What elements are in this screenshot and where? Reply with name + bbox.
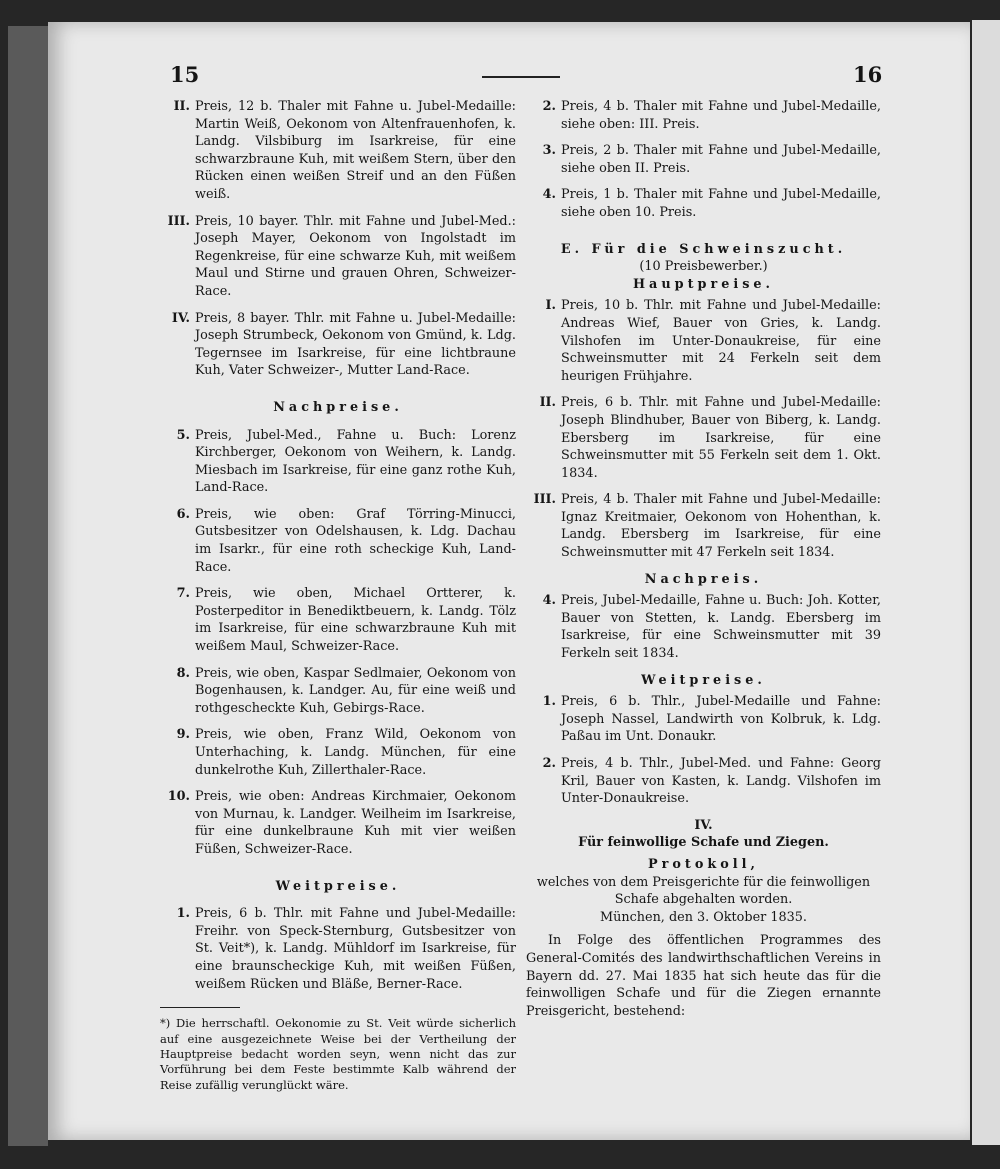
footnote-rule: [160, 1007, 240, 1008]
list-item: [526, 98, 881, 133]
entry-text: Preis, 4 b. Thaler mit Fahne und Jubel-Medaille, siehe oben: III. Preis.: [561, 99, 881, 132]
entry-number: 4.: [542, 187, 556, 203]
entry-text: Preis, 4 b. Thlr., Jubel-Med. und Fahne: Georg Kril, Bauer von Kasten, k. Landg. Vilshofen im Unter-Donaukreise.: [561, 756, 881, 807]
list-item: [160, 726, 516, 779]
list-item: [160, 310, 516, 380]
entry-number: III.: [533, 492, 556, 508]
entry-number: 2.: [542, 756, 556, 771]
entry-text: Preis, wie oben: Graf Törring-Minucci, Gutsbesitzer von Odelshausen, k. Ldg. Dachau im Isarkr., für eine roth scheckige Kuh, Land-Race.: [195, 506, 516, 575]
section-subheading: (10 Preisbewerber.): [639, 259, 768, 275]
entry-number: II.: [173, 99, 190, 114]
protokoll-heading: Protokoll,: [648, 856, 759, 872]
section-heading-nachpreise: Nachpreise.: [273, 399, 403, 415]
entry-number: II.: [539, 395, 556, 411]
list-item: [526, 186, 881, 221]
entry-text: Preis, 12 b. Thaler mit Fahne u. Jubel-Medaille: Martin Weiß, Oekonom von Altenfrauenhofen, k. Landg. Vilsbiburg im Isarkreise, für eine schwarzbraune Kuh, mit weißem Stern, über den Rücken einen weißen Streif und an den Füßen weiß.: [195, 99, 516, 202]
entry-number: IV.: [171, 310, 190, 326]
list-item: [526, 755, 881, 808]
entry-number: 6.: [176, 506, 190, 522]
section-heading-weitpreise: Weitpreise.: [641, 672, 766, 688]
entry-text: Preis, 10 bayer. Thlr. mit Fahne und Jubel-Med.: Joseph Mayer, Oekonom von Ingolstadt im Regenkreise, für eine schwarze Kuh, mit weißem Maul und Stirne und grauen Ohren, Schweizer-Race.: [195, 213, 516, 299]
entry-text: Preis, wie oben, Franz Wild, Oekonom von Unterhaching, k. Landg. München, für eine dunkelrothe Kuh, Zillerthaler-Race.: [195, 727, 516, 778]
entry-number: 4.: [542, 593, 556, 609]
entry-number: III.: [167, 213, 190, 229]
list-item: [526, 491, 881, 561]
entry-text: Preis, Jubel-Medaille, Fahne u. Buch: Joh. Kotter, Bauer von Stetten, k. Landg. Ebersberg im Isarkreise, für eine Schweinsmutter mit 39 Ferkeln seit 1834.: [561, 593, 881, 662]
entry-number: 1.: [176, 906, 190, 922]
entry-text: Preis, 6 b. Thlr., Jubel-Medaille und Fahne: Joseph Nassel, Landwirth von Kolbruk, k. Ldg. Paßau im Unt. Donaukr.: [561, 694, 881, 745]
entry-text: Preis, wie oben, Michael Ortterer, k. Posterpeditor in Benediktbeuern, k. Landg. Tölz im Isarkreise, für eine schwarzbraune Kuh mit weißem Maul, Schweizer-Race.: [195, 586, 516, 655]
dateline: München, den 3. Oktober 1835.: [600, 909, 807, 925]
entry-text: Preis, 4 b. Thaler mit Fahne und Jubel-Medaille: Ignaz Kreitmaier, Oekonom von Hohenthan, k. Landg. Ebersberg im Isarkreise, für eine Schweinsmutter mit 47 Ferkeln seit 1834.: [561, 492, 881, 561]
closing-paragraph: In Folge des öffentlichen Programmes des General-Comités des landwirthschaftlichen Vereins in Bayern dd. 27. Mai 1835 hat sich heute das für die feinwolligen Schafe und für die Ziegen ernannte Preisgericht, bestehend:: [526, 933, 881, 1019]
entry-number: 9.: [176, 727, 190, 743]
list-item: [160, 585, 516, 655]
entry-text: Preis, 10 b. Thlr. mit Fahne und Jubel-Medaille: Andreas Wief, Bauer von Gries, k. Landg. Vilshofen im Unter-Donaukreise, für eine Schweinsmutter mit 24 Ferkeln seit dem heurigen Frühjahre.: [561, 298, 881, 384]
footnote: *) Die herrschaftl. Oekonomie zu St. Veit würde sicherlich auf eine ausgezeichnete Weise bei der Vertheilung der Hauptpreise bedacht worden seyn, wenn nicht das zur Vorführung bei dem Feste bestimmte Kalb während der Reise zufällig verunglückt wäre.: [160, 1016, 516, 1092]
entry-number: 10.: [167, 789, 190, 805]
left-column: [160, 98, 516, 1093]
section-heading-weitpreise: Weitpreise.: [275, 878, 401, 894]
book-spine-edge: [8, 26, 48, 1146]
entry-text: Preis, 1 b. Thaler mit Fahne und Jubel-Medaille, siehe oben 10. Preis.: [561, 187, 881, 220]
list-item: [160, 788, 516, 858]
section-heading-schweinszucht: E. Für die Schweinszucht.: [560, 241, 847, 257]
list-item: [526, 394, 881, 482]
next-page-edge: [972, 20, 1000, 1145]
section-heading-hauptpreise: Hauptpreise.: [632, 276, 775, 292]
entry-number: 3.: [542, 143, 556, 159]
entry-text: Preis, wie oben, Kaspar Sedlmaier, Oekonom von Bogenhausen, k. Landger. Au, für eine weiß und rothgescheckte Kuh, Gebirgs-Race.: [195, 665, 516, 716]
entry-number: 2.: [542, 99, 556, 114]
entry-number: 5.: [176, 427, 190, 443]
list-item: [160, 98, 516, 204]
section-heading-nachpreis: Nachpreis.: [644, 571, 763, 587]
list-item: [160, 665, 516, 718]
entry-text: Preis, Jubel-Med., Fahne u. Buch: Lorenz Kirchberger, Oekonom von Weihern, k. Landg. Miesbach im Isarkreise, für eine ganz rothe Kuh, Land-Race.: [195, 427, 516, 496]
header-rule: [482, 76, 560, 78]
right-column: [526, 98, 881, 1020]
list-item: [526, 693, 881, 746]
list-item: [160, 427, 516, 497]
left-page-number: 15: [170, 62, 200, 87]
list-item: [526, 142, 881, 177]
entry-text: Preis, 2 b. Thaler mit Fahne und Jubel-Medaille, siehe oben II. Preis.: [561, 143, 881, 176]
entry-number: I.: [545, 298, 556, 314]
entry-number: 7.: [176, 586, 190, 602]
entry-text: Preis, 8 bayer. Thlr. mit Fahne u. Jubel-Medaille: Joseph Strumbeck, Oekonom von Gmünd, k. Ldg. Tegernsee im Isarkreise, für eine lichtbraune Kuh, Vater Schweizer-, Mutter Land-Race.: [195, 310, 516, 379]
entry-text: Preis, 6 b. Thlr. mit Fahne und Jubel-Medaille: Joseph Blindhuber, Bauer von Biberg, k. Landg. Ebersberg im Isarkreise, für eine Schweinsmutter mit 55 Ferkeln seit dem 1. Okt. 1834.: [561, 395, 881, 481]
section-number: IV.: [694, 817, 713, 833]
section-title: Für feinwollige Schafe und Ziegen.: [578, 835, 829, 851]
entry-number: 8.: [176, 665, 190, 681]
list-item: [160, 213, 516, 301]
list-item: [160, 506, 516, 576]
protokoll-subtitle: welches von dem Preisgerichte für die feinwolligen Schafe abgehalten worden.: [536, 874, 871, 908]
entry-number: 1.: [542, 694, 556, 710]
entry-text: Preis, 6 b. Thlr. mit Fahne und Jubel-Medaille: Freihr. von Speck-Sternburg, Gutsbesitzer von St. Veit*), k. Landg. Mühldorf im Isarkreise, für eine braunscheckige Kuh, mit weißen Füßen, weißem Rücken und Bläße, Berner-Race.: [195, 906, 516, 992]
entry-text: Preis, wie oben: Andreas Kirchmaier, Oekonom von Murnau, k. Landger. Weilheim im Isarkreise, für eine dunkelbraune Kuh mit vier weißen Füßen, Schweizer-Race.: [195, 789, 516, 857]
list-item: [526, 592, 881, 662]
list-item: [160, 905, 516, 993]
list-item: [526, 297, 881, 385]
right-page-number: 16: [853, 62, 883, 87]
